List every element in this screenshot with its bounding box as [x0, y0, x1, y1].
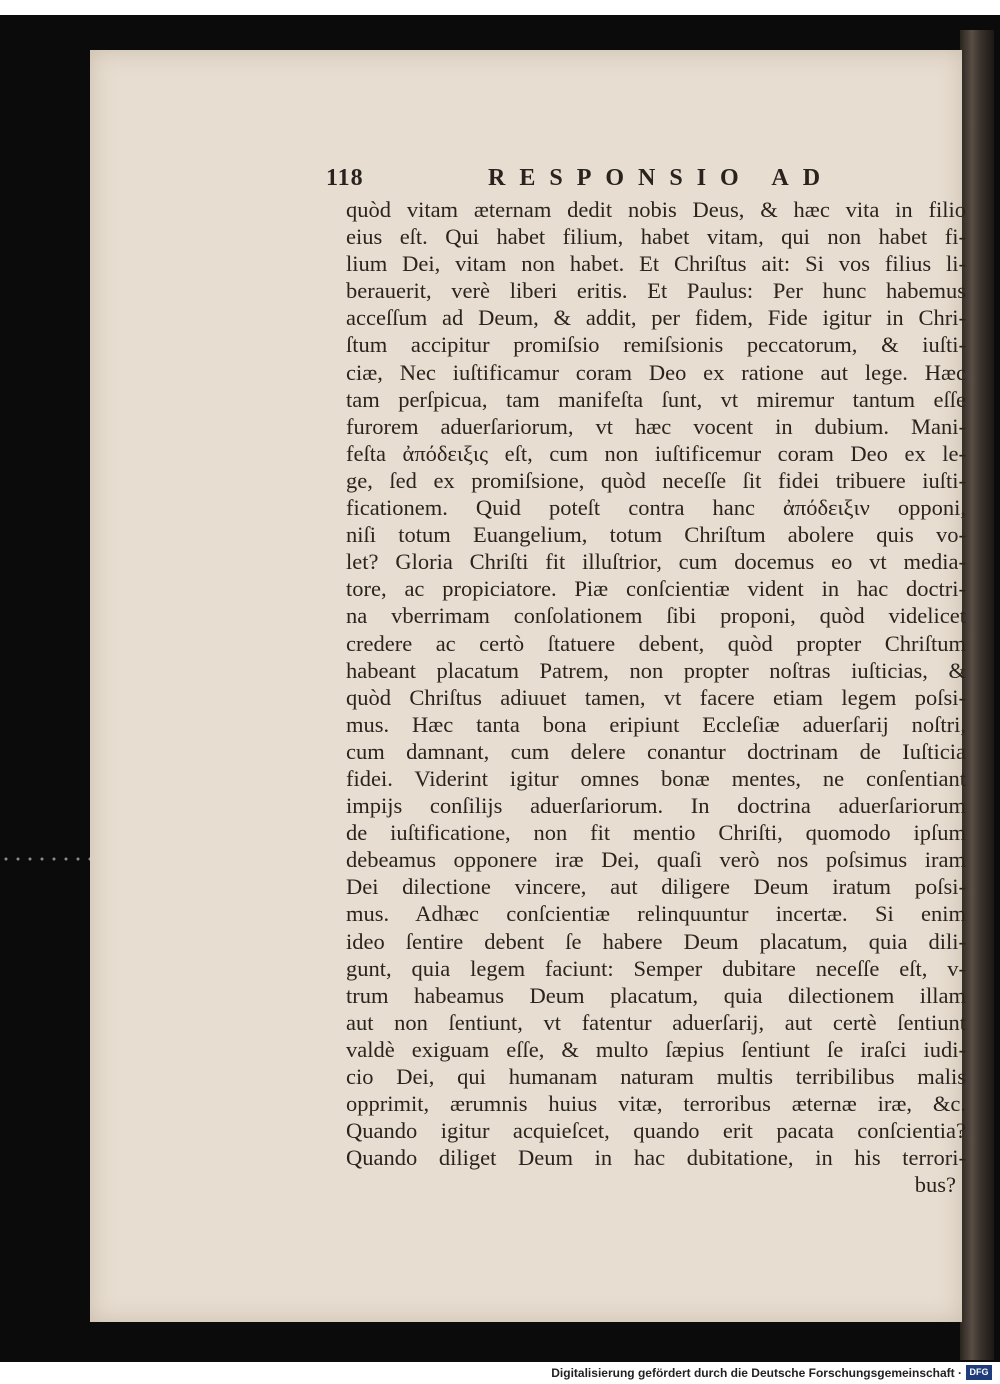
running-title: RESPONSIO AD	[488, 165, 835, 191]
dfg-logo: DFG	[966, 1365, 992, 1380]
text-line: let? Gloria Chriſti fit illuſtrior, cum docemus eo vt media-	[346, 549, 966, 575]
digitization-footer	[0, 1362, 1000, 1384]
text-line: ſtum accipitur promiſsio remiſsionis peccatorum, & iuſti-	[346, 332, 966, 358]
text-line: ideo ſentire debent ſe habere Deum placatum, quia dili-	[346, 928, 966, 954]
text-line: niſi totum Euangelium, totum Chriſtum abolere quis vo-	[346, 522, 966, 548]
text-line: credere ac certò ſtatuere debent, quòd propter Chriſtum	[346, 630, 966, 656]
text-line: lium Dei, vitam non habet. Et Chriſtus ait: Si vos filius li-	[346, 251, 966, 277]
text-line: tore, ac propiciatore. Piæ conſcientiæ vident in hac doctri-	[346, 576, 966, 602]
text-line: feſta ἀπόδειξις eſt, cum non iuſtificemur coram Deo ex le-	[346, 440, 966, 466]
text-line: bus?	[914, 1172, 956, 1198]
text-line: ciæ, Nec iuſtificamur coram Deo ex ratione aut lege. Hæc	[346, 359, 966, 385]
funding-credit: Digitalisierung gefördert durch die Deutsche Forschungsgemeinschaft ·	[551, 1366, 962, 1380]
text-line: acceſſum ad Deum, & addit, per fidem, Fide igitur in Chri-	[346, 305, 966, 331]
text-line: opprimit, ærumnis huius vitæ, terroribus æternæ iræ, &c.	[346, 1091, 966, 1117]
text-line: Dei dilectione vincere, aut diligere Deum iratum poſsi-	[346, 874, 966, 900]
page-number: 118	[326, 165, 364, 191]
text-line: valdè exiguam eſſe, & multo ſæpius ſentiunt ſe iraſci iudi-	[346, 1036, 966, 1062]
text-line: habeant placatum Patrem, non propter noſtras iuſticias, &	[346, 657, 966, 683]
text-line: eius eſt. Qui habet filium, habet vitam, qui non habet fi-	[346, 224, 966, 250]
text-line: debeamus opponere iræ Dei, quaſi verò nos poſsimus iram	[346, 847, 966, 873]
text-line: gunt, quia legem faciunt: Semper dubitare neceſſe eſt, v-	[346, 955, 966, 981]
text-line: quòd vitam æternam dedit nobis Deus, & hæc vita in filio	[346, 197, 966, 222]
body-text	[346, 196, 966, 1198]
text-line: tam perſpicua, tam manifeſta ſunt, vt miremur tantum eſſe	[346, 386, 966, 412]
text-line: fidei. Viderint igitur omnes bonæ mentes, ne conſentiant	[346, 765, 966, 791]
text-line: berauerit, verè liberi eritis. Et Paulus: Per hunc habemus	[346, 278, 966, 304]
text-line: quòd Chriſtus adiuuet tamen, vt facere etiam legem poſsi-	[346, 684, 966, 710]
text-line: Quando igitur acquieſcet, quando erit pacata conſcientia?	[346, 1118, 966, 1144]
text-line: furorem aduerſariorum, vt hæc vocent in dubium. Mani-	[346, 413, 966, 439]
text-line: Quando diliget Deum in hac dubitatione, in his terrori-	[346, 1145, 966, 1171]
text-line: na vberrimam conſolationem ſibi proponi, quòd videlicet	[346, 603, 966, 629]
text-line: ge, ſed ex promiſsione, quòd neceſſe ſit fidei tribuere iuſti-	[346, 467, 966, 493]
running-head	[326, 165, 926, 195]
text-line: mus. Hæc tanta bona eripiunt Eccleſiæ aduerſarij noſtri,	[346, 711, 966, 737]
text-line: impijs conſilijs aduerſariorum. In doctrina aduerſariorum	[346, 793, 966, 819]
book-page	[90, 50, 966, 1322]
scan-dot-artifact	[0, 855, 90, 863]
text-line: aut non ſentiunt, vt fatentur aduerſarij, aut certè ſentiunt	[346, 1009, 966, 1035]
text-line: trum habeamus Deum placatum, quia dilectionem illam	[346, 982, 966, 1008]
text-line: ficationem. Quid poteſt contra hanc ἀπόδειξιν opponi,	[346, 495, 966, 521]
text-line: de iuſtificatione, non fit mentio Chriſti, quomodo ipſum	[346, 820, 966, 846]
text-line: mus. Adhæc conſcientiæ relinquuntur incertæ. Si enim	[346, 901, 966, 927]
text-line: cio Dei, qui humanam naturam multis terribilibus malis	[346, 1064, 966, 1089]
text-line: cum damnant, cum delere conantur doctrinam de Iuſticia	[346, 738, 966, 764]
